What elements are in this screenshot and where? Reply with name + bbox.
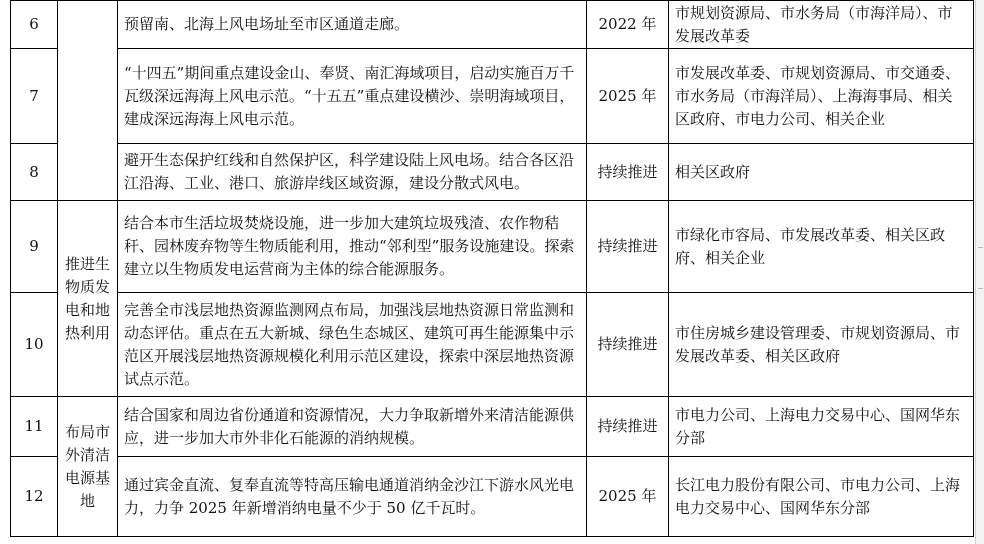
task-description: 结合国家和周边省份通道和资源情况，大力争取新增外来清洁能源供应，进一步加大市外非化石能源的消纳规模。 [118, 397, 587, 457]
category-cell-empty [58, 1, 118, 201]
time-frame: 2025 年 [587, 457, 669, 537]
time-frame: 持续推进 [587, 293, 669, 397]
task-description: 避开生态保护红线和自然保护区，科学建设陆上风电场。结合各区沿江沿海、工业、港口、旅游岸线区域资源，建设分散式风电。 [118, 144, 587, 201]
category-label: 推进生物质发电和地热利用 [58, 201, 118, 397]
task-description: 通过宾金直流、复奉直流等特高压输电通道消纳金沙江下游水风光电力，力争 2025 年新增消纳电量不少于 50 亿千瓦时。 [118, 457, 587, 537]
task-description: 完善全市浅层地热资源监测网点布局，加强浅层地热资源日常监测和动态评估。重点在五大新城、绿色生态城区、建筑可再生能源集中示范区开展浅层地热资源规模化利用示范区建设，探索中深层地热资源试点示范。 [118, 293, 587, 397]
row-number: 8 [11, 144, 58, 201]
table-row [11, 293, 974, 397]
task-description: “十四五”期间重点建设金山、奉贤、南汇海域项目，启动实施百万千瓦级深远海海上风电示范。“十五五”重点建设横沙、崇明海域项目，建成深远海海上风电示范。 [118, 49, 587, 144]
task-table [10, 0, 974, 537]
time-frame: 持续推进 [587, 201, 669, 293]
responsible-departments: 市发展改革委、市规划资源局、市交通委、市水务局（市海洋局）、上海海事局、相关区政府、市电力公司、相关企业 [669, 49, 974, 144]
task-description: 结合本市生活垃圾焚烧设施，进一步加大建筑垃圾残渣、农作物秸秆、园林废弃物等生物质能利用，推动“邻利型”服务设施建设。探索建立以生物质发电运营商为主体的综合能源服务。 [118, 201, 587, 293]
row-number: 6 [11, 1, 58, 49]
window-scrollbar[interactable] [975, 0, 984, 544]
row-number: 7 [11, 49, 58, 144]
responsible-departments: 市绿化市容局、市发展改革委、相关区政府、相关企业 [669, 201, 974, 293]
responsible-departments: 市电力公司、上海电力交易中心、国网华东分部 [669, 397, 974, 457]
scroll-tick [978, 247, 983, 248]
task-description: 预留南、北海上风电场址至市区通道走廊。 [118, 1, 587, 49]
responsible-departments: 相关区政府 [669, 144, 974, 201]
time-frame: 2022 年 [587, 1, 669, 49]
category-label: 布局市外清洁电源基地 [58, 397, 118, 537]
row-number: 11 [11, 397, 58, 457]
time-frame: 持续推进 [587, 397, 669, 457]
table-row [11, 144, 974, 201]
time-frame: 持续推进 [587, 144, 669, 201]
table-row [11, 457, 974, 537]
row-number: 10 [11, 293, 58, 397]
table-row [11, 49, 974, 144]
responsible-departments: 市规划资源局、市水务局（市海洋局）、市发展改革委 [669, 1, 974, 49]
time-frame: 2025 年 [587, 49, 669, 144]
responsible-departments: 市住房城乡建设管理委、市规划资源局、市发展改革委、相关区政府 [669, 293, 974, 397]
responsible-departments: 长江电力股份有限公司、市电力公司、上海电力交易中心、国网华东分部 [669, 457, 974, 537]
row-number: 12 [11, 457, 58, 537]
table-row [11, 397, 974, 457]
scroll-tick [978, 288, 983, 289]
row-number: 9 [11, 201, 58, 293]
table-row [11, 1, 974, 49]
table-row [11, 201, 974, 293]
